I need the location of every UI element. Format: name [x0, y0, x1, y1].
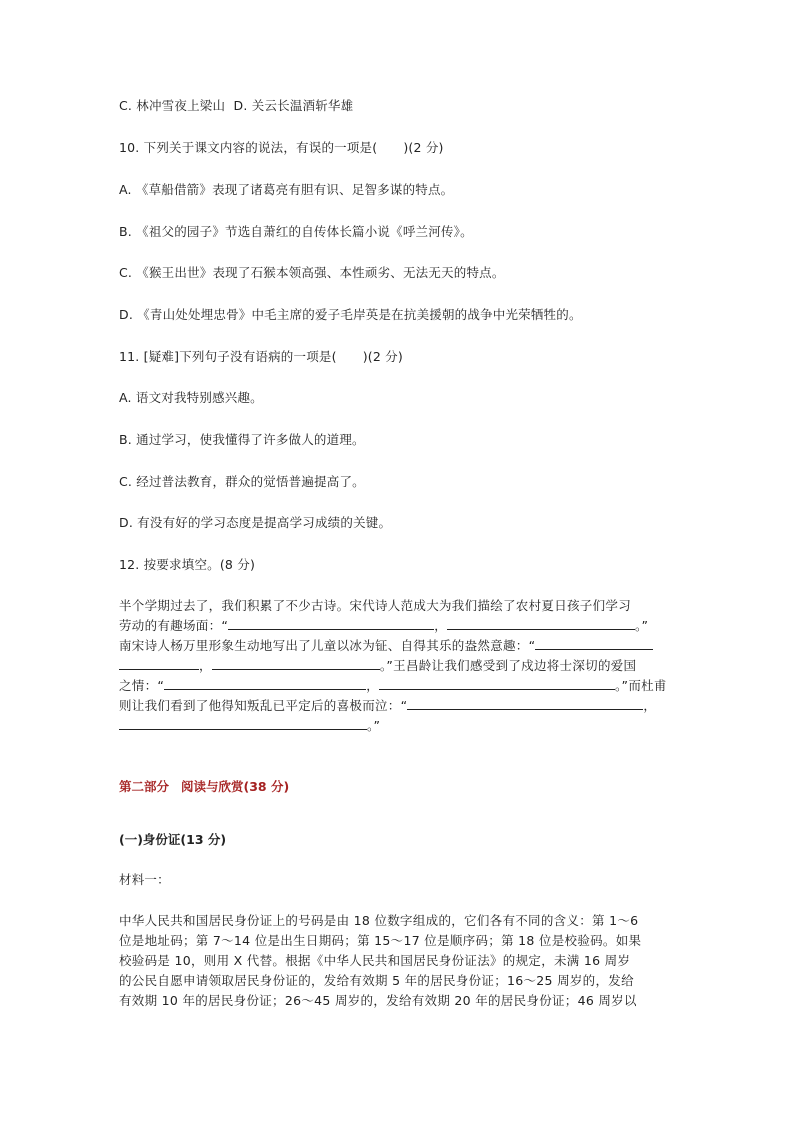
q12-line-6: 则让我们看到了他得知叛乱已平定后的喜极而泣：“ ，: [119, 698, 657, 713]
q12-line-4: ， 。”王昌龄让我们感受到了戍边将士深切的爱国: [119, 656, 685, 676]
q10-stem: 10. 下列关于课文内容的说法，有误的一项是( )(2 分): [119, 140, 444, 155]
material-paragraph: [119, 911, 685, 1011]
fill-blank[interactable]: [379, 676, 615, 690]
fill-blank[interactable]: [228, 616, 434, 630]
q12-line-7: 。”: [119, 716, 685, 736]
part2-heading: 第二部分 阅读与欣赏(38 分): [119, 779, 290, 794]
q10-option-c: C. 《猴王出世》表现了石猴本领高强、本性顽劣、无法无天的特点。: [119, 265, 505, 280]
fill-blank[interactable]: [447, 616, 635, 630]
material-label: 材料一：: [119, 872, 170, 887]
q9-option-d: D. 关云长温酒斩华雄: [233, 98, 354, 113]
q11-option-a: A. 语文对我特别感兴趣。: [119, 390, 263, 405]
q10-option-d: D. 《青山处处埋忠骨》中毛主席的爱子毛岸英是在抗美援朝的战争中光荣牺牲的。: [119, 307, 582, 322]
q12-line-1: 半个学期过去了，我们积累了不少古诗。宋代诗人范成大为我们描绘了农村夏日孩子们学习: [119, 598, 632, 613]
q12-stem: 12. 按要求填空。(8 分): [119, 557, 256, 572]
fill-blank[interactable]: [535, 636, 653, 650]
q9-option-c: C. 林冲雪夜上梁山: [119, 98, 226, 113]
fill-blank[interactable]: [119, 656, 199, 670]
q12-line-5: 之情：“ ， 。”而杜甫: [119, 678, 667, 693]
q11-option-b: B. 通过学习，使我懂得了许多做人的道理。: [119, 432, 365, 447]
q12-fill-paragraph: [119, 596, 685, 736]
q11-option-c: C. 经过普法教育，群众的觉悟普遍提高了。: [119, 474, 365, 489]
q11-stem: 11. [疑难]下列句子没有语病的一项是( )(2 分): [119, 349, 403, 364]
q10-option-b: B. 《祖父的园子》节选自萧红的自传体长篇小说《呼兰河传》。: [119, 224, 473, 239]
material-line: 有效期 10 年的居民身份证；26～45 周岁的，发给有效期 20 年的居民身份证；46 周岁以: [119, 993, 637, 1008]
fill-blank[interactable]: [164, 676, 366, 690]
q9-options-line: [119, 97, 353, 115]
fill-blank[interactable]: [119, 716, 367, 730]
section1-heading: (一)身份证(13 分): [119, 832, 227, 847]
material-line: 位是地址码；第 7～14 位是出生日期码；第 15～17 位是顺序码；第 18 位是校验码。如果: [119, 933, 642, 948]
q10-option-a: A. 《草船借箭》表现了诸葛亮有胆有识、足智多谋的特点。: [119, 182, 454, 197]
q12-line-2: 劳动的有趣场面：“ ， 。”: [119, 618, 649, 633]
material-line: 中华人民共和国居民身份证上的号码是由 18 位数字组成的，它们各有不同的含义：第 1～6: [119, 913, 639, 928]
material-line: 校验码是 10，则用 X 代替。根据《中华人民共和国居民身份证法》的规定，未满 16 周岁: [119, 953, 631, 968]
fill-blank[interactable]: [407, 696, 643, 710]
material-line: 的公民自愿申请领取居民身份证的，发给有效期 5 年的居民身份证；16～25 周岁的，发给: [119, 973, 634, 988]
q12-line-3: 南宋诗人杨万里形象生动地写出了儿童以冰为钲、自得其乐的盎然意趣：“: [119, 636, 685, 656]
fill-blank[interactable]: [212, 656, 380, 670]
q11-option-d: D. 有没有好的学习态度是提高学习成绩的关键。: [119, 515, 392, 530]
